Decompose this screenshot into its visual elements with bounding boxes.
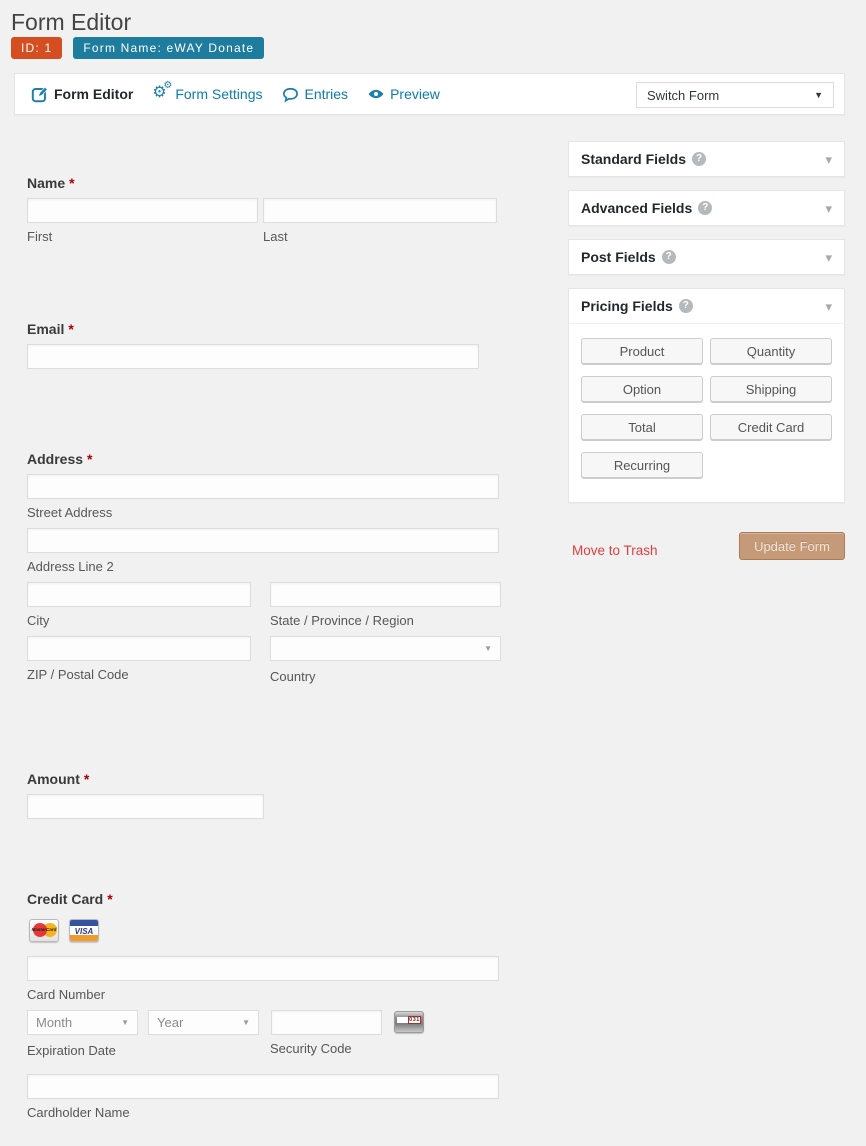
email-input[interactable] xyxy=(27,344,479,369)
mastercard-icon xyxy=(29,919,59,942)
advanced-fields-panel-header[interactable] xyxy=(569,191,844,225)
tab-form-settings[interactable] xyxy=(152,80,263,103)
standard-fields-panel-header[interactable] xyxy=(569,142,844,176)
required-asterisk: * xyxy=(69,175,75,191)
name-last-sublabel: Last xyxy=(263,229,288,244)
add-shipping-button[interactable]: Shipping xyxy=(710,376,832,402)
add-option-button[interactable]: Option xyxy=(581,376,703,402)
address-line2-sublabel: Address Line 2 xyxy=(27,559,114,574)
tab-entries[interactable] xyxy=(281,85,348,103)
address-field-label: Address xyxy=(27,451,84,467)
help-icon[interactable]: ? xyxy=(679,299,693,313)
zip-input[interactable] xyxy=(27,636,251,661)
amount-field[interactable] xyxy=(27,771,497,821)
add-total-button[interactable]: Total xyxy=(581,414,703,440)
country-sublabel: Country xyxy=(270,669,316,684)
add-quantity-button[interactable]: Quantity xyxy=(710,338,832,364)
comment-icon xyxy=(281,85,299,103)
chevron-down-icon: ▼ xyxy=(484,644,492,653)
advanced-fields-panel xyxy=(568,190,845,226)
name-field-label: Name xyxy=(27,175,66,191)
move-to-trash-link[interactable]: Move to Trash xyxy=(572,543,658,558)
credit-card-field-label: Credit Card xyxy=(27,891,104,907)
address-field[interactable] xyxy=(27,451,507,691)
city-input[interactable] xyxy=(27,582,251,607)
street-address-sublabel: Street Address xyxy=(27,505,113,520)
security-code-input[interactable] xyxy=(271,1010,382,1035)
credit-card-field[interactable] xyxy=(27,891,507,1126)
panel-title: Advanced Fields xyxy=(581,200,693,216)
post-fields-panel-header[interactable] xyxy=(569,240,844,274)
tab-label: Entries xyxy=(304,86,349,102)
visa-icon xyxy=(69,919,99,942)
gears-icon: ⚙ ⚙ xyxy=(152,80,173,101)
tab-label: Form Editor xyxy=(54,86,134,102)
cardholder-name-sublabel: Cardholder Name xyxy=(27,1105,130,1120)
panel-title: Standard Fields xyxy=(581,151,687,167)
collapse-caret-icon[interactable]: ▾ xyxy=(825,249,832,265)
tab-label: Preview xyxy=(390,86,440,102)
visa-label: VISA xyxy=(74,926,94,936)
switch-form-value: Switch Form xyxy=(647,87,720,103)
state-input[interactable] xyxy=(270,582,501,607)
form-id-badge: ID: 1 xyxy=(11,37,62,59)
card-number-sublabel: Card Number xyxy=(27,987,106,1002)
add-recurring-button[interactable]: Recurring xyxy=(581,452,703,478)
amount-input[interactable] xyxy=(27,794,264,819)
tab-form-editor[interactable] xyxy=(31,85,133,103)
security-code-sublabel: Security Code xyxy=(270,1041,352,1056)
badge-row xyxy=(11,37,264,59)
cvv-digits: 031 xyxy=(409,1017,420,1023)
help-icon[interactable]: ? xyxy=(698,201,712,215)
collapse-caret-icon[interactable]: ▾ xyxy=(825,151,832,167)
amount-field-label: Amount xyxy=(27,771,80,787)
pricing-fields-panel-header[interactable] xyxy=(569,289,844,324)
add-product-button[interactable]: Product xyxy=(581,338,703,364)
name-first-sublabel: First xyxy=(27,229,53,244)
tab-preview[interactable] xyxy=(367,85,440,103)
standard-fields-panel xyxy=(568,141,845,177)
panel-title: Pricing Fields xyxy=(581,298,673,314)
post-fields-panel xyxy=(568,239,845,275)
name-first-input[interactable] xyxy=(27,198,258,223)
eye-icon xyxy=(367,85,385,103)
required-asterisk: * xyxy=(107,891,113,907)
chevron-down-icon: ▼ xyxy=(242,1018,250,1027)
mastercard-label: MasterCard xyxy=(31,927,57,932)
zip-sublabel: ZIP / Postal Code xyxy=(27,667,129,682)
collapse-caret-icon[interactable]: ▾ xyxy=(825,200,832,216)
card-number-input[interactable] xyxy=(27,956,499,981)
expiry-year-value: Year xyxy=(157,1015,184,1030)
city-sublabel: City xyxy=(27,613,50,628)
panel-title: Post Fields xyxy=(581,249,656,265)
pricing-buttons-grid xyxy=(569,324,844,490)
page-title: Form Editor xyxy=(11,9,132,35)
street-address-input[interactable] xyxy=(27,474,499,499)
tab-label: Form Settings xyxy=(175,86,263,102)
email-field-label: Email xyxy=(27,321,65,337)
chevron-down-icon: ▼ xyxy=(121,1018,129,1027)
required-asterisk: * xyxy=(68,321,74,337)
country-select[interactable] xyxy=(270,636,501,661)
form-toolbar xyxy=(14,73,845,115)
collapse-caret-icon[interactable]: ▾ xyxy=(825,298,832,314)
form-name-badge: Form Name: eWAY Donate xyxy=(73,37,264,59)
cardholder-name-input[interactable] xyxy=(27,1074,499,1099)
expiry-year-select[interactable] xyxy=(148,1010,259,1035)
email-field[interactable] xyxy=(27,321,497,371)
required-asterisk: * xyxy=(87,451,93,467)
required-asterisk: * xyxy=(83,771,90,787)
expiry-month-value: Month xyxy=(36,1015,73,1030)
name-last-input[interactable] xyxy=(263,198,497,223)
switch-form-select[interactable] xyxy=(636,82,834,108)
update-form-button[interactable]: Update Form xyxy=(739,532,845,560)
expiration-sublabel: Expiration Date xyxy=(27,1043,116,1058)
pricing-fields-panel xyxy=(568,288,845,503)
name-field[interactable] xyxy=(27,175,497,250)
add-credit-card-button[interactable]: Credit Card xyxy=(710,414,832,440)
help-icon[interactable]: ? xyxy=(662,250,676,264)
security-code-icon xyxy=(394,1011,424,1033)
help-icon[interactable]: ? xyxy=(692,152,706,166)
expiry-month-select[interactable] xyxy=(27,1010,138,1035)
state-sublabel: State / Province / Region xyxy=(270,613,414,628)
chevron-down-icon: ▼ xyxy=(814,90,823,100)
pencil-square-icon xyxy=(31,85,49,103)
address-line2-input[interactable] xyxy=(27,528,499,553)
